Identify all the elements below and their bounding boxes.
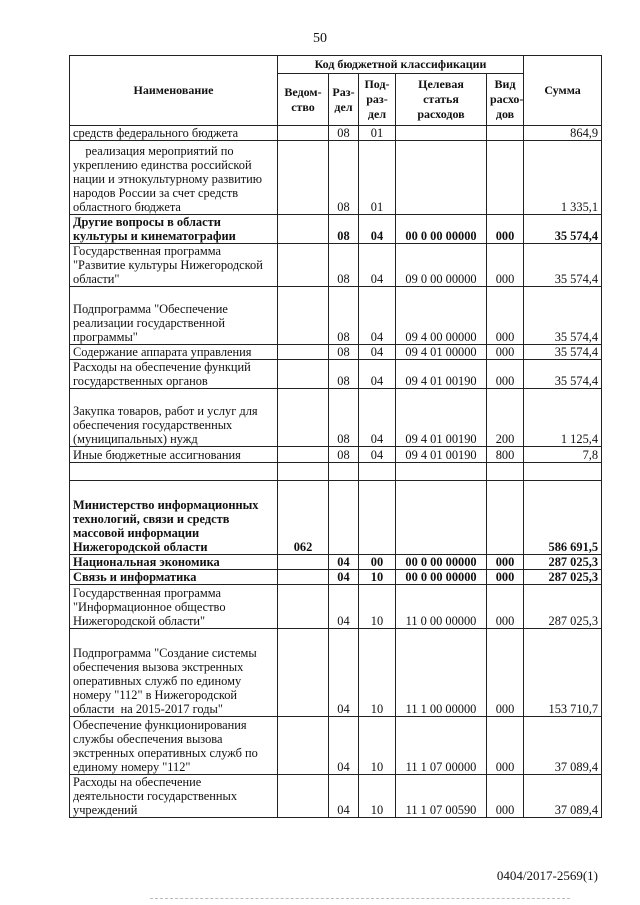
row-target-article-cell: 09 0 00 00000 (396, 244, 487, 287)
bottom-divider (150, 898, 570, 900)
row-vedomstvo-cell (278, 244, 329, 287)
row-sum-cell: 287 025,3 (524, 555, 602, 570)
header-expense-type: Вид расхо-дов (487, 74, 524, 126)
row-target-article-cell: 00 0 00 00000 (396, 570, 487, 585)
header-vedomstvo: Ведом-ство (278, 74, 329, 126)
row-vedomstvo-cell (278, 215, 329, 244)
row-podrazdel-cell (359, 463, 396, 481)
row-expense-type-cell: 000 (487, 215, 524, 244)
row-podrazdel-cell: 04 (359, 389, 396, 447)
row-target-article-cell: 09 4 01 00190 (396, 389, 487, 447)
row-podrazdel-cell: 00 (359, 555, 396, 570)
row-vedomstvo-cell (278, 463, 329, 481)
row-podrazdel-cell: 04 (359, 345, 396, 360)
row-vedomstvo-cell (278, 585, 329, 629)
row-expense-type-cell (487, 126, 524, 141)
row-razdel-cell: 08 (329, 141, 359, 215)
row-sum-cell: 153 710,7 (524, 629, 602, 717)
header-classification-group: Код бюджетной классификации (278, 56, 524, 74)
row-target-article-cell (396, 463, 487, 481)
row-sum-cell: 37 089,4 (524, 775, 602, 818)
row-podrazdel-cell: 04 (359, 244, 396, 287)
row-razdel-cell: 04 (329, 775, 359, 818)
row-vedomstvo-cell (278, 570, 329, 585)
table-row (70, 629, 602, 717)
table-row (70, 555, 602, 570)
row-razdel-cell: 04 (329, 570, 359, 585)
row-expense-type-cell: 000 (487, 287, 524, 345)
row-target-article-cell: 00 0 00 00000 (396, 555, 487, 570)
row-razdel-cell: 08 (329, 389, 359, 447)
table-row (70, 570, 602, 585)
table-row (70, 389, 602, 447)
row-expense-type-cell: 000 (487, 244, 524, 287)
row-razdel-cell: 08 (329, 244, 359, 287)
row-name-cell: Обеспечение функционирования службы обеспечения вызова экстренных оперативных служб по единому номеру "112" (70, 717, 278, 775)
row-target-article-cell (396, 481, 487, 555)
row-razdel-cell (329, 463, 359, 481)
row-name-cell: Государственная программа "Развитие культуры Нижегородской области" (70, 244, 278, 287)
row-sum-cell: 37 089,4 (524, 717, 602, 775)
row-podrazdel-cell: 04 (359, 215, 396, 244)
row-target-article-cell: 00 0 00 00000 (396, 215, 487, 244)
row-name-cell: Содержание аппарата управления (70, 345, 278, 360)
row-name-cell: Подпрограмма "Создание системы обеспечения вызова экстренных оперативных служб по единому номеру "112" в Нижегородской области на 2015-2017 годы" (70, 629, 278, 717)
row-target-article-cell (396, 141, 487, 215)
row-name-cell: реализация мероприятий по укреплению единства российской нации и этнокультурному развитию народов России за счет средств областного бюджета (70, 141, 278, 215)
row-vedomstvo-cell: 062 (278, 481, 329, 555)
row-vedomstvo-cell (278, 360, 329, 389)
header-sum: Сумма (524, 56, 602, 126)
row-vedomstvo-cell (278, 447, 329, 463)
row-razdel-cell: 04 (329, 629, 359, 717)
row-expense-type-cell: 000 (487, 570, 524, 585)
row-vedomstvo-cell (278, 389, 329, 447)
row-razdel-cell: 08 (329, 287, 359, 345)
table-row (70, 126, 602, 141)
row-target-article-cell: 09 4 01 00000 (396, 345, 487, 360)
row-podrazdel-cell: 01 (359, 126, 396, 141)
document-code: 0404/2017-2569(1) (496, 868, 598, 883)
row-podrazdel-cell: 10 (359, 570, 396, 585)
row-podrazdel-cell: 04 (359, 447, 396, 463)
row-target-article-cell: 09 4 01 00190 (396, 447, 487, 463)
row-name-cell: Иные бюджетные ассигнования (70, 447, 278, 463)
row-expense-type-cell: 000 (487, 775, 524, 818)
row-podrazdel-cell: 10 (359, 775, 396, 818)
row-sum-cell: 35 574,4 (524, 215, 602, 244)
header-name: Наименование (70, 56, 278, 126)
row-sum-cell (524, 463, 602, 481)
row-name-cell: Закупка товаров, работ и услуг для обеспечения государственных (муниципальных) нужд (70, 389, 278, 447)
row-name-cell: Министерство информационных технологий, связи и средств массовой информации Нижегородской области (70, 481, 278, 555)
row-expense-type-cell (487, 463, 524, 481)
row-razdel-cell: 04 (329, 585, 359, 629)
row-podrazdel-cell: 04 (359, 360, 396, 389)
row-expense-type-cell: 000 (487, 717, 524, 775)
row-target-article-cell: 11 1 07 00000 (396, 717, 487, 775)
row-sum-cell: 287 025,3 (524, 585, 602, 629)
table-row (70, 585, 602, 629)
row-name-cell: Связь и информатика (70, 570, 278, 585)
row-razdel-cell: 08 (329, 345, 359, 360)
budget-table (69, 55, 602, 818)
row-sum-cell: 35 574,4 (524, 345, 602, 360)
row-vedomstvo-cell (278, 287, 329, 345)
row-target-article-cell: 11 1 00 00000 (396, 629, 487, 717)
row-name-cell: Подпрограмма "Обеспечение реализации государственной программы" (70, 287, 278, 345)
row-razdel-cell: 08 (329, 447, 359, 463)
row-target-article-cell: 11 1 07 00590 (396, 775, 487, 818)
row-expense-type-cell (487, 141, 524, 215)
row-name-cell: Другие вопросы в области культуры и кинематографии (70, 215, 278, 244)
page-number: 50 (313, 31, 327, 46)
row-vedomstvo-cell (278, 775, 329, 818)
row-name-cell: Государственная программа "Информационное общество Нижегородской области" (70, 585, 278, 629)
table-row (70, 345, 602, 360)
row-vedomstvo-cell (278, 629, 329, 717)
row-name-cell (70, 463, 278, 481)
row-podrazdel-cell: 10 (359, 629, 396, 717)
row-sum-cell: 287 025,3 (524, 570, 602, 585)
row-expense-type-cell (487, 481, 524, 555)
row-sum-cell: 7,8 (524, 447, 602, 463)
row-sum-cell: 864,9 (524, 126, 602, 141)
row-sum-cell: 586 691,5 (524, 481, 602, 555)
table-row (70, 360, 602, 389)
row-expense-type-cell: 000 (487, 629, 524, 717)
table-row (70, 215, 602, 244)
table-row (70, 447, 602, 463)
row-razdel-cell: 04 (329, 555, 359, 570)
row-podrazdel-cell: 04 (359, 287, 396, 345)
row-expense-type-cell: 000 (487, 585, 524, 629)
row-target-article-cell: 09 4 00 00000 (396, 287, 487, 345)
row-razdel-cell: 08 (329, 215, 359, 244)
row-razdel-cell (329, 481, 359, 555)
row-vedomstvo-cell (278, 345, 329, 360)
row-sum-cell: 1 335,1 (524, 141, 602, 215)
row-sum-cell: 1 125,4 (524, 389, 602, 447)
row-vedomstvo-cell (278, 126, 329, 141)
row-razdel-cell: 08 (329, 360, 359, 389)
row-name-cell: средств федерального бюджета (70, 126, 278, 141)
table-body (70, 126, 602, 818)
row-target-article-cell: 11 0 00 00000 (396, 585, 487, 629)
row-sum-cell: 35 574,4 (524, 287, 602, 345)
row-name-cell: Национальная экономика (70, 555, 278, 570)
header-podrazdel: Под-раз-дел (359, 74, 396, 126)
row-podrazdel-cell: 10 (359, 717, 396, 775)
table-row (70, 775, 602, 818)
row-vedomstvo-cell (278, 555, 329, 570)
row-podrazdel-cell (359, 481, 396, 555)
row-vedomstvo-cell (278, 717, 329, 775)
row-razdel-cell: 08 (329, 126, 359, 141)
table-row (70, 287, 602, 345)
row-sum-cell: 35 574,4 (524, 360, 602, 389)
table-row (70, 244, 602, 287)
row-expense-type-cell: 800 (487, 447, 524, 463)
row-razdel-cell: 04 (329, 717, 359, 775)
row-expense-type-cell: 000 (487, 360, 524, 389)
row-name-cell: Расходы на обеспечение деятельности государственных учреждений (70, 775, 278, 818)
header-razdel: Раз-дел (329, 74, 359, 126)
table-row (70, 463, 602, 481)
row-expense-type-cell: 000 (487, 345, 524, 360)
header-target-article: Целевая статья расходов (396, 74, 487, 126)
row-target-article-cell (396, 126, 487, 141)
table-row (70, 141, 602, 215)
row-sum-cell: 35 574,4 (524, 244, 602, 287)
row-podrazdel-cell: 10 (359, 585, 396, 629)
row-name-cell: Расходы на обеспечение функций государственных органов (70, 360, 278, 389)
row-target-article-cell: 09 4 01 00190 (396, 360, 487, 389)
row-expense-type-cell: 200 (487, 389, 524, 447)
row-expense-type-cell: 000 (487, 555, 524, 570)
row-vedomstvo-cell (278, 141, 329, 215)
table-row (70, 481, 602, 555)
row-podrazdel-cell: 01 (359, 141, 396, 215)
table-row (70, 717, 602, 775)
